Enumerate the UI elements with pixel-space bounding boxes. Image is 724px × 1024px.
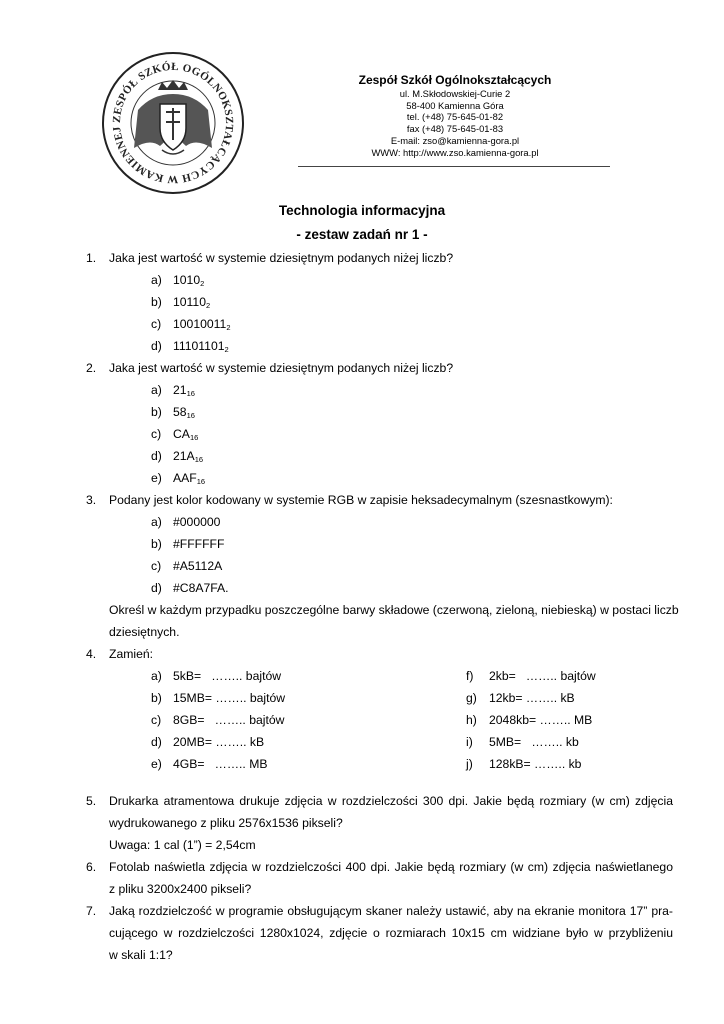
question-number: 7. bbox=[86, 904, 97, 918]
seal-text: ZESPÓŁ SZKÓŁ OGÓLNOKSZTAŁCĄCYCH W KAMIENNEJ bbox=[110, 60, 236, 186]
question-text: Jaka jest wartość w systemie dziesiętnym podanych niżej liczb? bbox=[109, 251, 454, 265]
question-number: 4. bbox=[86, 647, 97, 661]
question-text: Drukarka atramentowa drukuje zdjęcia w rozdzielczości 300 dpi. Jakie będą rozmiary (w cm) zdjęcia bbox=[109, 794, 673, 808]
school-seal bbox=[100, 50, 246, 196]
question-number: 1. bbox=[86, 251, 97, 265]
phone: tel. (+48) 75-645-01-82 bbox=[406, 111, 504, 123]
email: E-mail: zso@kamienna-gora.pl bbox=[390, 134, 520, 146]
letterhead bbox=[300, 73, 610, 158]
question-number: 5. bbox=[86, 794, 97, 808]
question-text: Jaka jest wartość w systemie dziesiętnym podanych niżej liczb? bbox=[109, 361, 454, 375]
question-number: 3. bbox=[86, 493, 97, 507]
header-divider bbox=[298, 166, 610, 167]
fax: fax (+48) 75-645-01-83 bbox=[406, 123, 504, 135]
question-text: Zamień: bbox=[109, 647, 154, 661]
website: WWW: http://www.zso.kamienna-gora.pl bbox=[371, 146, 539, 158]
page-subtitle: - zestaw zadań nr 1 - bbox=[296, 227, 428, 242]
page-title: Technologia informacyjna bbox=[278, 203, 446, 218]
question-text: Podany jest kolor kodowany w systemie RGB w zapisie heksadecymalnym (szesnastkowym): bbox=[109, 493, 613, 507]
address-street: ul. M.Skłodowskiej-Curie 2 bbox=[399, 88, 511, 99]
school-name: Zespół Szkół Ogólnokształcących bbox=[358, 73, 552, 87]
question-text: Jaką rozdzielczość w programie obsługującym skaner należy ustawić, aby na ekranie monitora 17” pra- bbox=[109, 904, 673, 918]
seal-emblem-icon bbox=[100, 50, 246, 196]
question-text: Fotolab naświetla zdjęcia w rozdzielczości 400 dpi. Jakie będą rozmiary (w cm) zdjęcia naświetlanego bbox=[109, 860, 673, 874]
question-number: 6. bbox=[86, 860, 97, 874]
address-postal: 58-400 Kamienna Góra bbox=[406, 99, 504, 111]
question-number: 2. bbox=[86, 361, 97, 375]
